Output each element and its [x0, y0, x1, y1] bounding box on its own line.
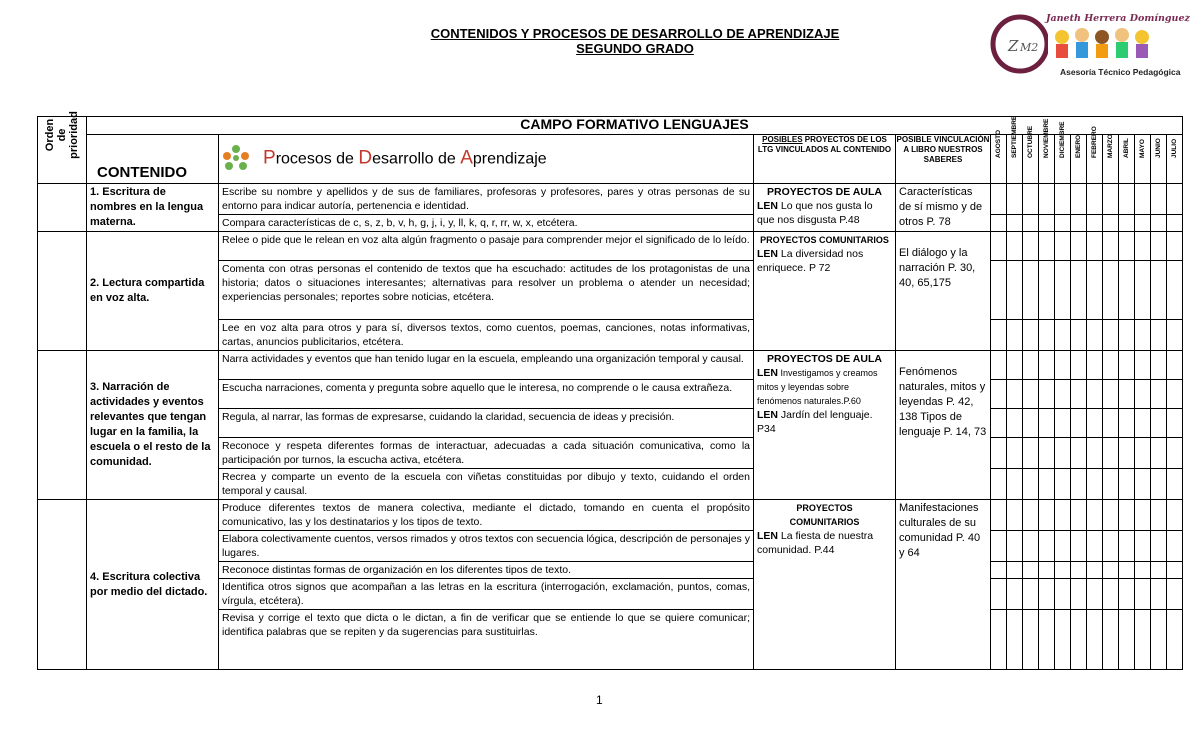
contenido-cell: 3. Narración de actividades y eventos relevantes que tengan lugar en la familia, la escuela o el resto de la comunidad.: [87, 351, 219, 500]
month-check-cell: [1087, 320, 1103, 351]
month-check-cell: [991, 438, 1007, 469]
month-check-cell: [1055, 215, 1071, 232]
month-check-cell: [1119, 232, 1135, 261]
month-check-cell: [1055, 579, 1071, 610]
month-check-cell: [1167, 500, 1183, 531]
month-check-cell: [1167, 579, 1183, 610]
month-check-cell: [1007, 531, 1023, 562]
month-check-cell: [1103, 531, 1119, 562]
month-check-cell: [1007, 351, 1023, 380]
month-check-cell: [1007, 469, 1023, 500]
month-check-cell: [1167, 261, 1183, 320]
month-enero: ENERO: [1071, 135, 1087, 184]
month-check-cell: [1119, 610, 1135, 670]
month-check-cell: [991, 562, 1007, 579]
month-check-cell: [1135, 261, 1151, 320]
month-check-cell: [1151, 320, 1167, 351]
month-check-cell: [1007, 610, 1023, 670]
month-check-cell: [1087, 380, 1103, 409]
libro-cell: Características de sí mismo y de otros P. 78: [896, 184, 991, 232]
month-check-cell: [1071, 438, 1087, 469]
month-check-cell: [1039, 469, 1055, 500]
month-check-cell: [1151, 261, 1167, 320]
month-check-cell: [1167, 380, 1183, 409]
month-check-cell: [1071, 610, 1087, 670]
month-check-cell: [1007, 320, 1023, 351]
month-check-cell: [1055, 610, 1071, 670]
month-check-cell: [1007, 562, 1023, 579]
month-check-cell: [1071, 320, 1087, 351]
month-check-cell: [1167, 610, 1183, 670]
month-check-cell: [1023, 184, 1039, 215]
month-check-cell: [1039, 232, 1055, 261]
month-check-cell: [1151, 438, 1167, 469]
table-row: [38, 351, 1183, 380]
month-check-cell: [1167, 469, 1183, 500]
month-check-cell: [1135, 438, 1151, 469]
month-check-cell: [1167, 409, 1183, 438]
month-check-cell: [1119, 531, 1135, 562]
month-check-cell: [1007, 215, 1023, 232]
month-check-cell: [1023, 469, 1039, 500]
svg-text:M2: M2: [1020, 41, 1039, 54]
month-check-cell: [1151, 610, 1167, 670]
month-check-cell: [1103, 351, 1119, 380]
month-check-cell: [991, 351, 1007, 380]
month-check-cell: [1087, 438, 1103, 469]
month-check-cell: [1039, 351, 1055, 380]
page-number: 1: [596, 693, 603, 707]
month-check-cell: [1135, 184, 1151, 215]
month-check-cell: [1151, 232, 1167, 261]
month-check-cell: [1103, 380, 1119, 409]
month-check-cell: [1119, 469, 1135, 500]
month-check-cell: [991, 531, 1007, 562]
month-check-cell: [1135, 380, 1151, 409]
month-check-cell: [991, 184, 1007, 215]
month-noviembre: NOVIEMBRE: [1039, 135, 1055, 184]
pda-cell: Revisa y corrige el texto que dicta o le dictan, a fin de verificar que se entiende lo que se quiere comunicar; identifica palabras que se repiten y da sugerencias para sustituirlas.: [219, 610, 754, 670]
month-check-cell: [1055, 232, 1071, 261]
month-check-cell: [1167, 232, 1183, 261]
month-check-cell: [1103, 409, 1119, 438]
logo-subtitle: Asesoría Técnico Pedagógica: [1060, 67, 1181, 77]
month-check-cell: [1135, 409, 1151, 438]
month-check-cell: [1087, 500, 1103, 531]
month-check-cell: [1023, 380, 1039, 409]
month-check-cell: [1167, 531, 1183, 562]
month-check-cell: [991, 232, 1007, 261]
contenido-header: CONTENIDO: [87, 135, 219, 184]
month-check-cell: [1087, 215, 1103, 232]
pda-cell: Regula, al narrar, las formas de expresarse, cuidando la claridad, secuencia de ideas y precisión.: [219, 409, 754, 438]
orden-cell: [38, 351, 87, 500]
month-check-cell: [1039, 562, 1055, 579]
month-check-cell: [1055, 320, 1071, 351]
pda-cell: Comenta con otras personas el contenido de textos que ha escuchado: actitudes de los protagonistas de una historia; datos o situaciones interesantes; alternativas para resolver un problema o atender un necesidad; experiencias personales; reportes sobre noticias, etcétera.: [219, 261, 754, 320]
month-check-cell: [1135, 531, 1151, 562]
month-check-cell: [1039, 261, 1055, 320]
month-check-cell: [1167, 320, 1183, 351]
month-check-cell: [1039, 500, 1055, 531]
pda-cell: Reconoce distintas formas de organización en los diferentes tipos de texto.: [219, 562, 754, 579]
pda-cell: Compara características de c, s, z, b, v, h, g, j, i, y, ll, k, q, r, rr, w, x, etcétera.: [219, 215, 754, 232]
month-check-cell: [991, 500, 1007, 531]
month-check-cell: [1119, 438, 1135, 469]
contenido-cell: 4. Escritura colectiva por medio del dictado.: [87, 500, 219, 670]
month-check-cell: [1119, 380, 1135, 409]
month-check-cell: [1023, 610, 1039, 670]
month-check-cell: [1167, 184, 1183, 215]
month-check-cell: [1071, 579, 1087, 610]
month-check-cell: [1135, 500, 1151, 531]
orden-cell: [38, 184, 87, 232]
libro-cell: El diálogo y la narración P. 30, 40, 65,175: [896, 232, 991, 351]
month-check-cell: [1103, 610, 1119, 670]
proyecto-cell: PROYECTOS COMUNITARIOS LEN La fiesta de nuestra comunidad. P.44: [754, 500, 896, 670]
month-check-cell: [991, 215, 1007, 232]
month-check-cell: [1135, 610, 1151, 670]
logo-name: Janeth Herrera Domínguez: [1046, 13, 1190, 24]
pda-cell: Produce diferentes textos de manera colectiva, mediante el dictado, tomando en cuenta el propósito comunicativo, las y los destinatarios y los tipos de texto.: [219, 500, 754, 531]
orden-cell: [38, 232, 87, 351]
month-check-cell: [1119, 562, 1135, 579]
month-marzo: MARZO: [1103, 135, 1119, 184]
month-check-cell: [1151, 531, 1167, 562]
libro-header: POSIBLE VINCULACIÓN A LIBRO NUESTROS SABERES: [896, 135, 991, 184]
pda-cell: Identifica otros signos que acompañan a las letras en la escritura (interrogación, exclamación, puntos, comas, vírgula, etcétera).: [219, 579, 754, 610]
pda-cell: Relee o pide que le relean en voz alta algún fragmento o pasaje para comprender mejor el significado de lo leído.: [219, 232, 754, 261]
month-check-cell: [1055, 351, 1071, 380]
orden-header: Orden de prioridad: [38, 117, 87, 184]
month-check-cell: [1023, 500, 1039, 531]
month-check-cell: [1071, 351, 1087, 380]
month-julio: JULIO: [1167, 135, 1183, 184]
month-check-cell: [1023, 351, 1039, 380]
orden-cell: [38, 500, 87, 670]
month-check-cell: [1119, 500, 1135, 531]
month-check-cell: [1071, 409, 1087, 438]
month-check-cell: [1071, 531, 1087, 562]
campo-formativo-header: CAMPO FORMATIVO LENGUAJES: [87, 117, 1183, 135]
month-check-cell: [1007, 409, 1023, 438]
month-check-cell: [1055, 500, 1071, 531]
month-check-cell: [1007, 232, 1023, 261]
month-check-cell: [1119, 215, 1135, 232]
table-row: [38, 232, 1183, 261]
month-check-cell: [1103, 469, 1119, 500]
month-check-cell: [991, 261, 1007, 320]
month-check-cell: [1151, 351, 1167, 380]
pda-cell: Narra actividades y eventos que han tenido lugar en la escuela, empleando una organización temporal y causal.: [219, 351, 754, 380]
table-row: [38, 184, 1183, 215]
month-check-cell: [1135, 320, 1151, 351]
month-check-cell: [1087, 351, 1103, 380]
month-septiembre: SEPTIEMBRE: [1007, 135, 1023, 184]
month-check-cell: [1039, 184, 1055, 215]
month-check-cell: [1071, 184, 1087, 215]
logo: [990, 11, 1190, 77]
month-check-cell: [1007, 579, 1023, 610]
month-check-cell: [1151, 469, 1167, 500]
month-check-cell: [1167, 438, 1183, 469]
month-check-cell: [991, 409, 1007, 438]
contenido-cell: 2. Lectura compartida en voz alta.: [87, 232, 219, 351]
month-check-cell: [1007, 261, 1023, 320]
month-check-cell: [1039, 320, 1055, 351]
month-check-cell: [1103, 232, 1119, 261]
month-check-cell: [1071, 469, 1087, 500]
month-check-cell: [1023, 261, 1039, 320]
month-check-cell: [1103, 579, 1119, 610]
month-check-cell: [1023, 438, 1039, 469]
month-mayo: MAYO: [1135, 135, 1151, 184]
document-subtitle: SEGUNDO GRADO: [576, 41, 694, 56]
month-check-cell: [1039, 531, 1055, 562]
month-check-cell: [1055, 261, 1071, 320]
month-check-cell: [1119, 351, 1135, 380]
month-check-cell: [1103, 215, 1119, 232]
proyecto-cell: PROYECTOS DE AULA LEN Lo que nos gusta lo que nos disgusta P.48: [754, 184, 896, 232]
libro-cell: Fenómenos naturales, mitos y leyendas P. 42, 138 Tipos de lenguaje P. 14, 73: [896, 351, 991, 500]
month-check-cell: [1055, 380, 1071, 409]
month-check-cell: [1055, 184, 1071, 215]
proyectos-header: POSIBLES PROYECTOS DE LOS LTG VINCULADOS AL CONTENIDO: [754, 135, 896, 184]
month-check-cell: [1055, 469, 1071, 500]
month-check-cell: [1023, 320, 1039, 351]
month-check-cell: [1071, 261, 1087, 320]
month-abril: ABRIL: [1119, 135, 1135, 184]
contenido-cell: 1. Escritura de nombres en la lengua materna.: [87, 184, 219, 232]
month-febrero: FEBRERO: [1087, 135, 1103, 184]
month-check-cell: [1087, 184, 1103, 215]
month-check-cell: [1167, 215, 1183, 232]
month-check-cell: [1039, 409, 1055, 438]
month-check-cell: [1055, 562, 1071, 579]
month-check-cell: [1151, 215, 1167, 232]
month-check-cell: [1135, 351, 1151, 380]
month-check-cell: [1151, 409, 1167, 438]
table-row: [38, 500, 1183, 531]
month-check-cell: [1087, 562, 1103, 579]
month-check-cell: [1023, 531, 1039, 562]
pda-cell: Escribe su nombre y apellidos y de sus de familiares, profesoras y profesores, pares y otras personas de su entorno para indicar autoría, pertenencia e identidad.: [219, 184, 754, 215]
month-check-cell: [1007, 500, 1023, 531]
month-check-cell: [1023, 579, 1039, 610]
month-check-cell: [1151, 562, 1167, 579]
svg-text:Z: Z: [1008, 37, 1019, 55]
month-check-cell: [1119, 409, 1135, 438]
month-check-cell: [1071, 500, 1087, 531]
month-check-cell: [1007, 380, 1023, 409]
month-check-cell: [1119, 261, 1135, 320]
month-check-cell: [1039, 215, 1055, 232]
month-check-cell: [1103, 320, 1119, 351]
month-junio: JUNIO: [1151, 135, 1167, 184]
month-check-cell: [1071, 232, 1087, 261]
month-check-cell: [1007, 184, 1023, 215]
month-check-cell: [1151, 184, 1167, 215]
month-check-cell: [1071, 215, 1087, 232]
month-check-cell: [1087, 531, 1103, 562]
month-agosto: AGOSTO: [991, 135, 1007, 184]
proyecto-cell: PROYECTOS COMUNITARIOS LEN La diversidad nos enriquece. P 72: [754, 232, 896, 351]
month-check-cell: [1071, 562, 1087, 579]
month-check-cell: [1135, 232, 1151, 261]
month-check-cell: [1087, 610, 1103, 670]
month-check-cell: [1135, 469, 1151, 500]
month-check-cell: [1023, 562, 1039, 579]
pda-header: Procesos de Desarrollo de Aprendizaje: [219, 135, 754, 184]
month-check-cell: [1055, 438, 1071, 469]
month-check-cell: [1103, 184, 1119, 215]
month-check-cell: [1023, 409, 1039, 438]
month-check-cell: [991, 320, 1007, 351]
month-check-cell: [1039, 438, 1055, 469]
month-check-cell: [991, 579, 1007, 610]
month-check-cell: [1039, 579, 1055, 610]
pda-cell: Recrea y comparte un evento de la escuela con viñetas constituidas por dibujo y texto, cuidando el orden temporal y causal.: [219, 469, 754, 500]
month-check-cell: [1103, 562, 1119, 579]
month-check-cell: [991, 469, 1007, 500]
month-check-cell: [1039, 380, 1055, 409]
pda-cell: Lee en voz alta para otros y para sí, diversos textos, como cuentos, poemas, canciones, notas informativas, cartas, anuncios publicitarios, etcétera.: [219, 320, 754, 351]
libro-cell: Manifestaciones culturales de su comunidad P. 40 y 64: [896, 500, 991, 670]
month-check-cell: [1151, 579, 1167, 610]
month-check-cell: [1135, 562, 1151, 579]
month-check-cell: [1103, 261, 1119, 320]
month-check-cell: [1135, 579, 1151, 610]
month-check-cell: [1103, 500, 1119, 531]
month-check-cell: [1087, 261, 1103, 320]
month-check-cell: [1167, 351, 1183, 380]
month-check-cell: [1135, 215, 1151, 232]
document-title: CONTENIDOS Y PROCESOS DE DESARROLLO DE APRENDIZAJE: [430, 26, 840, 41]
month-check-cell: [1071, 380, 1087, 409]
month-check-cell: [1087, 469, 1103, 500]
month-diciembre: DICIEMBRE: [1055, 135, 1071, 184]
month-check-cell: [1151, 500, 1167, 531]
month-check-cell: [1023, 215, 1039, 232]
pda-cell: Reconoce y respeta diferentes formas de interactuar, adecuadas a cada situación comunicativa, como la participación por turnos, la escucha activa, etcétera.: [219, 438, 754, 469]
pda-cell: Elabora colectivamente cuentos, versos rimados y otros textos con secuencia lógica, descripción de personajes y lugares.: [219, 531, 754, 562]
month-check-cell: [1023, 232, 1039, 261]
month-check-cell: [1087, 579, 1103, 610]
month-check-cell: [991, 610, 1007, 670]
month-check-cell: [1151, 380, 1167, 409]
flower-icon: [219, 143, 253, 176]
month-check-cell: [1119, 579, 1135, 610]
content-table: [37, 111, 1183, 670]
month-check-cell: [991, 380, 1007, 409]
month-check-cell: [1119, 320, 1135, 351]
month-check-cell: [1007, 438, 1023, 469]
month-check-cell: [1167, 562, 1183, 579]
month-check-cell: [1119, 184, 1135, 215]
month-octubre: OCTUBRE: [1023, 135, 1039, 184]
month-check-cell: [1039, 610, 1055, 670]
month-check-cell: [1055, 409, 1071, 438]
pda-cell: Escucha narraciones, comenta y pregunta sobre aquello que le interesa, no comprende o le causa extrañeza.: [219, 380, 754, 409]
month-check-cell: [1055, 531, 1071, 562]
month-check-cell: [1087, 409, 1103, 438]
month-check-cell: [1087, 232, 1103, 261]
month-check-cell: [1103, 438, 1119, 469]
proyecto-cell: PROYECTOS DE AULA LEN Investigamos y creamos mitos y leyendas sobre fenómenos naturales.P.60 LEN Jardín del lenguaje. P34: [754, 351, 896, 500]
